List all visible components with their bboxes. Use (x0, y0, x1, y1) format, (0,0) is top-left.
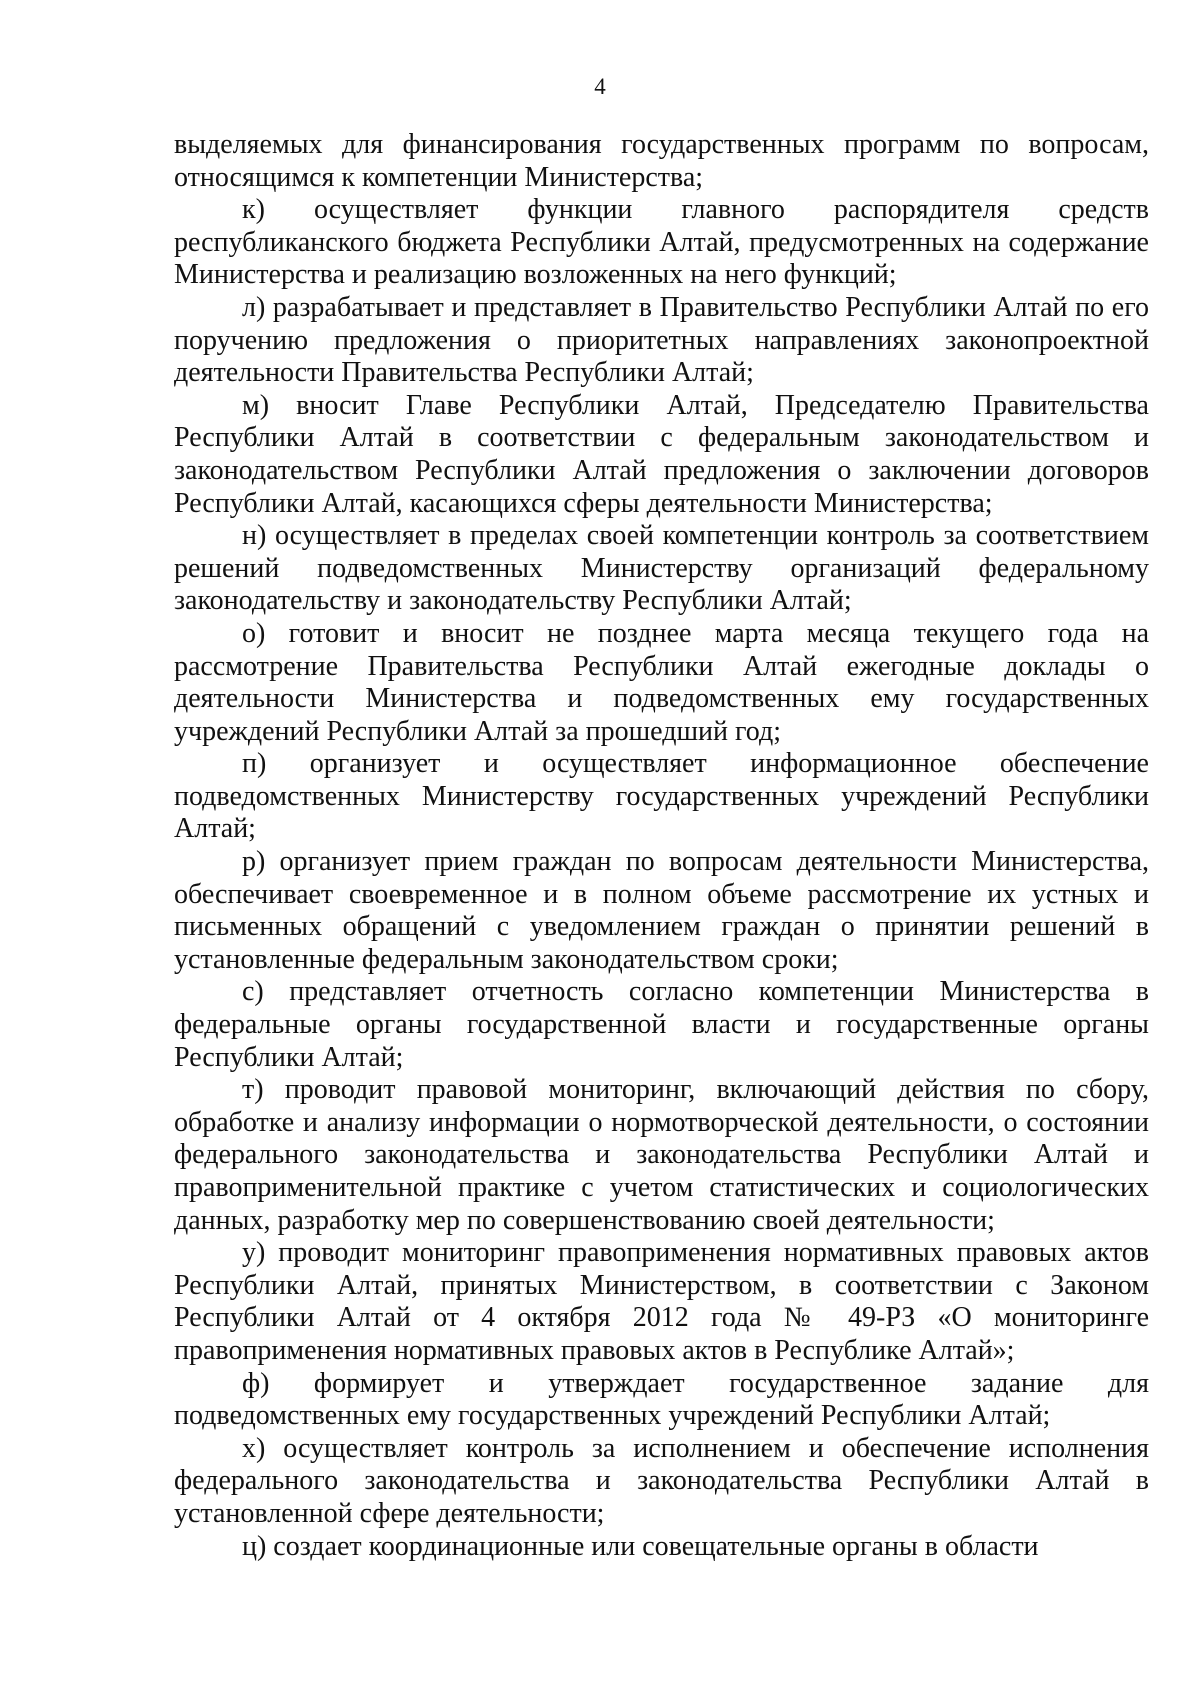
paragraph-item-f: ф) формирует и утверждает государственное задание для подведомственных ему государственных учреждений Республики Алтай; (174, 1367, 1149, 1432)
paragraph-item-l: л) разрабатывает и представляет в Правительство Республики Алтай по его поручению предложения о приоритетных направлениях законопроектной деятельности Правительства Республики Алтай; (174, 291, 1149, 389)
paragraph-continuation: выделяемых для финансирования государственных программ по вопросам, относящимся к компетенции Министерства; (174, 129, 1149, 193)
paragraph-item-u: у) проводит мониторинг правоприменения нормативных правовых актов Республики Алтай, принятых Министерством, в соответствии с Законом Республики Алтай от 4 октября 2012 года № 49-РЗ «О мониторинге правоприменения нормативных правовых актов в Республике Алтай»; (174, 1237, 1149, 1366)
page-number: 4 (594, 74, 606, 99)
paragraph-item-ts: ц) создает координационные или совещательные органы в области (242, 1530, 1039, 1562)
paragraph-item-s: с) представляет отчетность согласно компетенции Министерства в федеральные органы государственной власти и государственные органы Республики Алтай; (174, 976, 1149, 1073)
document-body (174, 129, 1149, 1563)
paragraph-item-k: к) осуществляет функции главного распорядителя средств республиканского бюджета Республики Алтай, предусмотренных на содержание Министерства и реализацию возложенных на него функций; (174, 194, 1149, 291)
paragraph-item-o: о) готовит и вносит не позднее марта месяца текущего года на рассмотрение Правительства Республики Алтай ежегодные доклады о деятельности Министерства и подведомственных ему государственных учреждений Республики Алтай за прошедший год; (174, 617, 1149, 747)
paragraph-item-m: м) вносит Главе Республики Алтай, Председателю Правительства Республики Алтай в соответствии с федеральным законодательством и законодательством Республики Алтай предложения о заключении договоров Республики Алтай, касающихся сферы деятельности Министерства; (174, 389, 1149, 519)
paragraph-item-n: н) осуществляет в пределах своей компетенции контроль за соответствием решений подведомственных Министерству организаций федеральному законодательству и законодательству Республики Алтай; (174, 520, 1149, 617)
paragraph-item-t: т) проводит правовой мониторинг, включающий действия по сбору, обработке и анализу информации о нормотворческой деятельности, о состоянии федерального законодательства и законодательства Республики Алтай и правоприменительной практике с учетом статистических и социологических данных, разработку мер по совершенствованию своей деятельности; (174, 1074, 1149, 1236)
paragraph-item-kh: х) осуществляет контроль за исполнением и обеспечение исполнения федерального законодательства и законодательства Республики Алтай в установленной сфере деятельности; (174, 1432, 1149, 1529)
paragraph-item-r: р) организует прием граждан по вопросам деятельности Министерства, обеспечивает своевременное и в полном объеме рассмотрение их устных и письменных обращений с уведомлением граждан о принятии решений в установленные федеральным законодательством сроки; (174, 846, 1149, 975)
paragraph-item-p: п) организует и осуществляет информационное обеспечение подведомственных Министерству государственных учреждений Республики Алтай; (174, 748, 1149, 845)
